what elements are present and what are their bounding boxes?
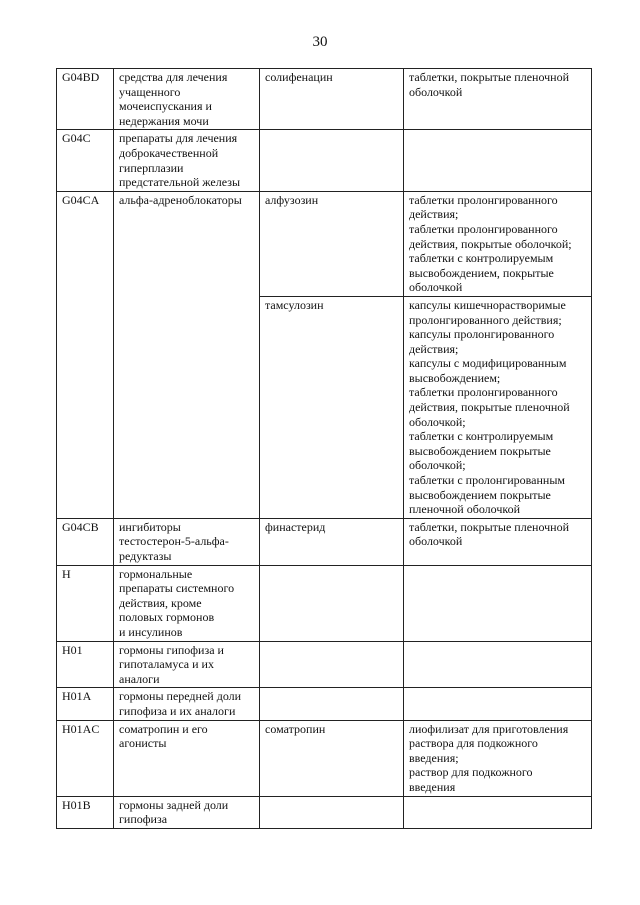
dosage-form-cell <box>404 565 592 641</box>
dosage-form-cell: таблетки пролонгированного действия; таблетки пролонгированного действия, покрытые оболочкой; таблетки с контролируемым высвобождением, покрытые оболочкой <box>404 191 592 296</box>
pharmacological-group-cell: гормоны передней доли гипофиза и их аналоги <box>114 688 260 720</box>
atc-code-cell: H01A <box>57 688 114 720</box>
pharmacological-group-cell: препараты для лечения доброкачественной гиперплазии предстательной железы <box>114 130 260 191</box>
page-number: 30 <box>312 34 328 50</box>
pharmacological-group-cell: средства для лечения учащенного мочеиспускания и недержания мочи <box>114 69 260 130</box>
drug-table <box>56 68 592 829</box>
atc-code-cell: H01AC <box>57 720 114 796</box>
drug-name-cell: соматропин <box>260 720 404 796</box>
drug-name-cell <box>260 565 404 641</box>
table-row <box>57 518 592 565</box>
dosage-form-cell: капсулы кишечнорастворимые пролонгированного действия; капсулы пролонгированного действия; капсулы с модифицированным высвобождением; таблетки пролонгированного действия, покрытые пленочной оболочкой; таблетки с контролируемым высвобождением покрытые оболочкой; таблетки с пролонгированным высвобождением покрытые пленочной оболочкой <box>404 296 592 518</box>
table-row <box>57 565 592 641</box>
pharmacological-group-cell: гормональные препараты системного действия, кроме половых гормонов и инсулинов <box>114 565 260 641</box>
dosage-form-cell <box>404 130 592 191</box>
drug-name-cell: алфузозин <box>260 191 404 296</box>
drug-name-cell: финастерид <box>260 518 404 565</box>
pharmacological-group-cell: ингибиторы тестостерон-5-альфа- редуктазы <box>114 518 260 565</box>
table-row <box>57 688 592 720</box>
drug-name-cell <box>260 130 404 191</box>
atc-code-cell: G04BD <box>57 69 114 130</box>
table-row <box>57 191 592 296</box>
atc-code-cell: H <box>57 565 114 641</box>
table-row <box>57 130 592 191</box>
pharmacological-group-cell: гормоны гипофиза и гипоталамуса и их аналоги <box>114 641 260 688</box>
drug-name-cell: тамсулозин <box>260 296 404 518</box>
pharmacological-group-cell: альфа-адреноблокаторы <box>114 191 260 518</box>
atc-code-cell: H01B <box>57 796 114 828</box>
dosage-form-cell <box>404 688 592 720</box>
table-row <box>57 796 592 828</box>
drug-name-cell <box>260 796 404 828</box>
atc-code-cell: H01 <box>57 641 114 688</box>
dosage-form-cell: лиофилизат для приготовления раствора для подкожного введения; раствор для подкожного введения <box>404 720 592 796</box>
drug-name-cell <box>260 641 404 688</box>
dosage-form-cell <box>404 641 592 688</box>
atc-code-cell: G04CB <box>57 518 114 565</box>
pharmacological-group-cell: соматропин и его агонисты <box>114 720 260 796</box>
pharmacological-group-cell: гормоны задней доли гипофиза <box>114 796 260 828</box>
atc-code-cell: G04CA <box>57 191 114 518</box>
drug-name-cell: солифенацин <box>260 69 404 130</box>
dosage-form-cell <box>404 796 592 828</box>
dosage-form-cell: таблетки, покрытые пленочной оболочкой <box>404 69 592 130</box>
table-row <box>57 641 592 688</box>
atc-code-cell: G04C <box>57 130 114 191</box>
dosage-form-cell: таблетки, покрытые пленочной оболочкой <box>404 518 592 565</box>
table-row <box>57 720 592 796</box>
table-row <box>57 69 592 130</box>
drug-name-cell <box>260 688 404 720</box>
